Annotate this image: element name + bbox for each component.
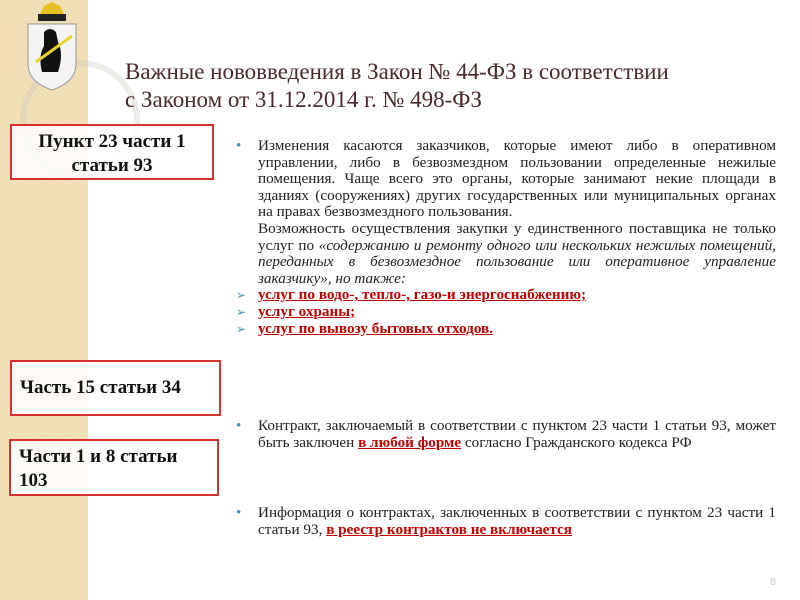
bullet-icon: • — [236, 417, 242, 434]
title-line-2: с Законом от 31.12.2014 г. № 498-ФЗ — [125, 87, 483, 112]
text: Информация о контрактах, заключенных в соответствии с пунктом 23 части 1 статьи 93, — [258, 504, 776, 538]
paragraph: Изменения касаются заказчиков, которые имеют либо в оперативном управлении, либо в безвозмездном пользовании определенные нежилые помещения. Чаще всего это органы, которые занимают некие площади в зданиях (сооружениях) других государственных или муниципальных органах на правах безвозмездного пользования. — [258, 137, 776, 221]
bullet-icon: • — [236, 137, 242, 154]
page-number: 8 — [770, 576, 777, 588]
list-item: услуг охраны; — [258, 302, 356, 320]
paragraph: Возможность осуществления закупки у единственного поставщика не только услуг по — [258, 219, 776, 254]
reference-label: Часть 15 статьи 34 — [20, 377, 181, 398]
arrow-bullet-icon: ➢ — [236, 321, 247, 336]
highlight: в любой форме — [358, 433, 462, 451]
text-block-1 — [236, 138, 776, 337]
list-item: услуг по водо-, тепло-, газо-и энергоснабжению; — [258, 286, 587, 304]
text-block-2 — [236, 418, 776, 451]
coat-of-arms-icon — [22, 2, 82, 92]
reference-box-3: Части 1 и 8 статьи 103 — [9, 439, 219, 496]
text: согласно Гражданского кодекса РФ — [461, 433, 692, 451]
bullet-icon: • — [236, 504, 242, 521]
reference-box-2 — [10, 360, 221, 416]
arrow-bullet-icon: ➢ — [236, 304, 247, 319]
text-block-3 — [236, 505, 776, 538]
quote: «содержанию и ремонту одного или нескольких нежилых помещений, переданных в безвозмездное пользование или оперативное управление заказчику», но также: — [258, 236, 776, 287]
highlight: в реестр контрактов не включается — [326, 520, 573, 538]
slide-title — [125, 58, 785, 114]
text: Контракт, заключаемый в соответствии с пунктом 23 части 1 статьи 93, может быть заключен — [258, 417, 776, 451]
list-item: услуг по вывозу бытовых отходов. — [258, 319, 494, 337]
arrow-bullet-icon: ➢ — [236, 288, 247, 303]
reference-box-1: Пункт 23 части 1 статьи 93 — [10, 124, 214, 180]
title-line-1: Важные нововведения в Закон № 44-ФЗ в соответствии — [125, 59, 669, 84]
